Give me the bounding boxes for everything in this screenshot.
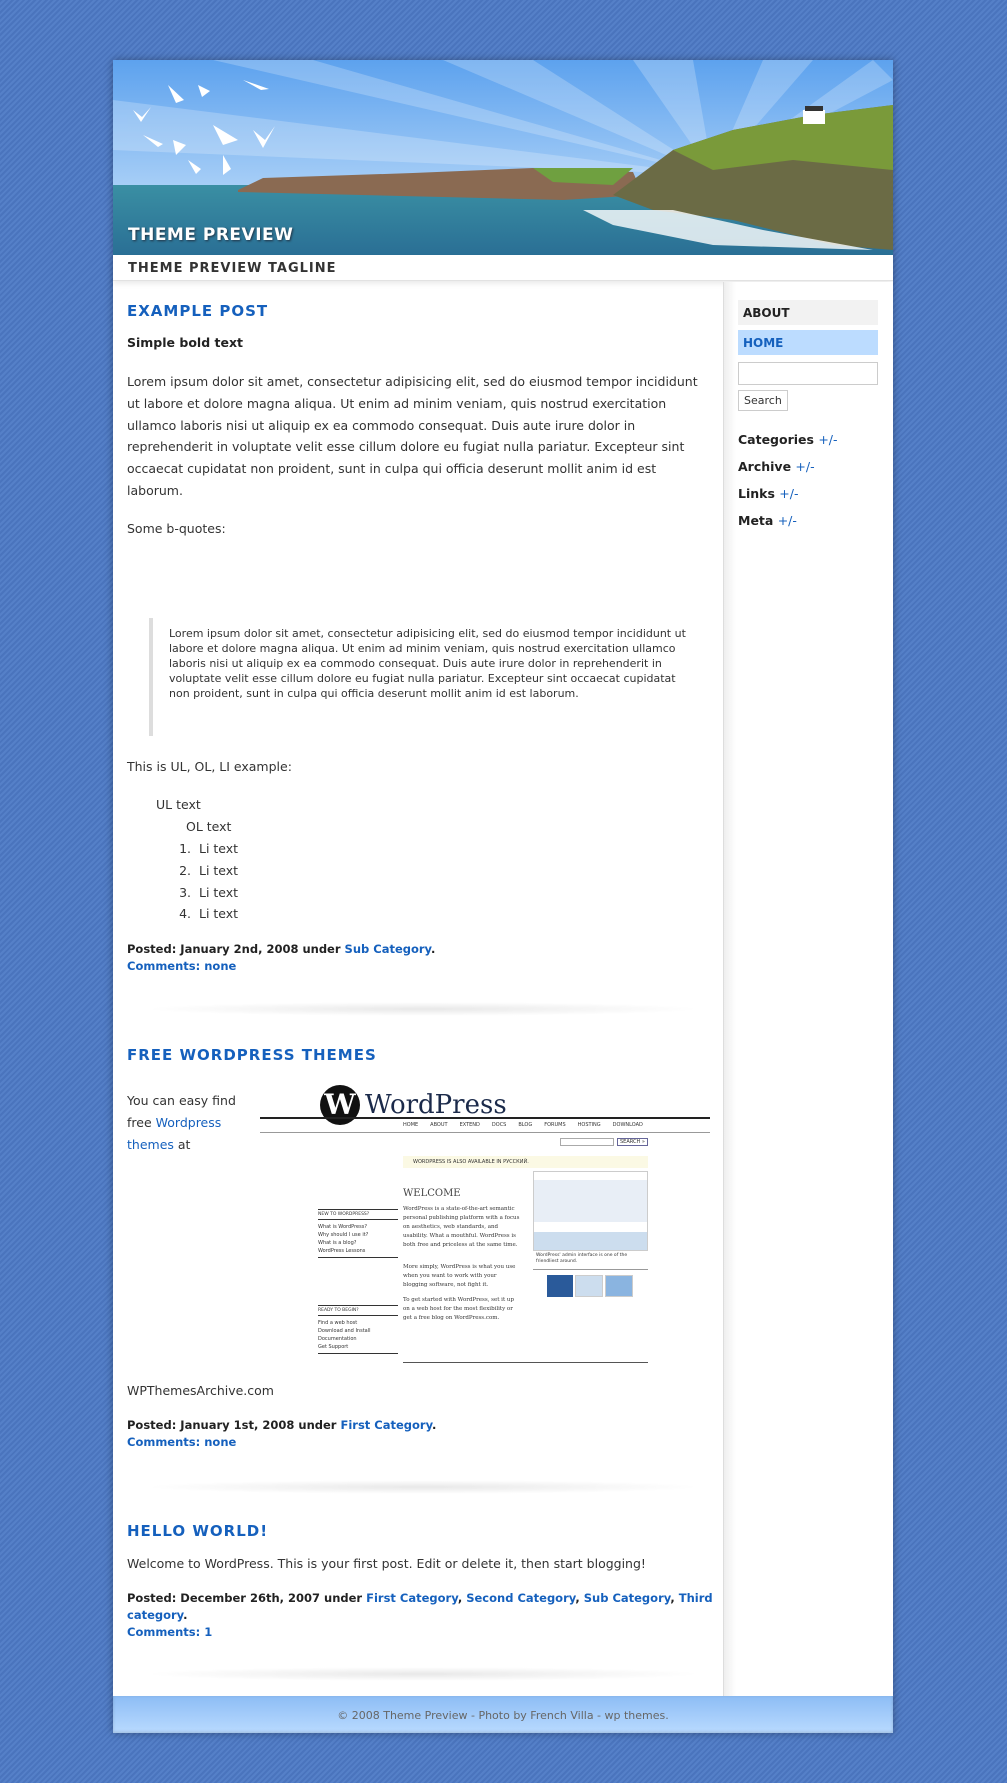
category-link[interactable]: Sub Category xyxy=(583,1591,671,1605)
post-separator xyxy=(143,1002,703,1016)
comments-link[interactable]: Comments: none xyxy=(127,959,237,973)
post-separator xyxy=(143,1667,703,1681)
post-separator xyxy=(143,1480,703,1494)
page-link-home[interactable]: HOME xyxy=(738,330,878,355)
post-meta: Posted: January 1st, 2008 under First Category. Comments: none xyxy=(127,1418,437,1449)
list-item: 2. Li text xyxy=(179,862,239,878)
ol-text: OL text xyxy=(186,819,232,834)
site-tagline: THEME PREVIEW TAGLINE xyxy=(128,261,337,276)
search-button[interactable]: Search xyxy=(738,390,788,411)
sidebar xyxy=(723,282,893,1696)
blockquote-text: Lorem ipsum dolor sit amet, consectetur adipisicing elit, sed do eiusmod tempor incididunt ut labore et dolore magna aliqua. Ut enim ad minim veniam, quis nostrud exercitation ullamco laboris nisi ut aliquip ex ea commodo consequat. Duis aute irure dolor in reprehenderit in voluptate velit esse cillum dolore eu fugiat nulla pariatur. Excepteur sint occaecat cupidatat non proident, sunt in culpa qui officia deserunt mollit anim id est laborum. xyxy=(169,627,686,700)
category-link[interactable]: Second Category xyxy=(466,1591,576,1605)
list-intro: This is UL, OL, LI example: xyxy=(127,759,292,774)
widget-categories: Categories +/- xyxy=(738,432,838,447)
search-input[interactable] xyxy=(738,362,878,385)
image-nav: HOME ABOUT EXTEND DOCS BLOG FORUMS HOSTING DOWNLOAD xyxy=(403,1122,643,1128)
post-paragraph: Lorem ipsum dolor sit amet, consectetur adipisicing elit, sed do eiusmod tempor incididunt ut labore et dolore magna aliqua. Ut enim ad minim veniam, quis nostrud exercitation ullamco laboris nisi ut aliquip ex ea commodo consequat. Duis aute irure dolor in reprehenderit in voluptate velit esse cillum dolore eu fugiat nulla pariatur. Excepteur sint occaecat cupidatat non proident, sunt in culpa qui officia deserunt mollit anim id est laborum. xyxy=(127,374,698,498)
category-link[interactable]: First Category xyxy=(340,1418,433,1432)
page-container xyxy=(113,60,893,1733)
bquote-intro: Some b-quotes: xyxy=(127,521,226,536)
list-item: 4. Li text xyxy=(179,906,239,922)
post-title[interactable]: FREE WORDPRESS THEMES xyxy=(127,1046,377,1064)
ul-text: UL text xyxy=(156,797,201,812)
post-paragraph: Welcome to WordPress. This is your first post. Edit or delete it, then start blogging! xyxy=(127,1556,646,1571)
comments-link[interactable]: Comments: 1 xyxy=(127,1625,213,1639)
image-logo-text: WordPress xyxy=(365,1090,507,1120)
ordered-list xyxy=(167,838,238,925)
post-title[interactable]: HELLO WORLD! xyxy=(127,1522,269,1540)
comments-link[interactable]: Comments: none xyxy=(127,1435,237,1449)
wordpress-logo-icon: W xyxy=(320,1085,360,1125)
blockquote xyxy=(149,618,689,736)
footer-text: © 2008 Theme Preview - Photo by French Villa - wp themes. xyxy=(337,1709,669,1722)
post-meta: Posted: December 26th, 2007 under First Category, Second Category, Sub Category, Third category. Comments: 1 xyxy=(127,1591,713,1639)
widget-list xyxy=(738,426,838,534)
widget-links: Links +/- xyxy=(738,486,799,501)
list-item: 3. Li text xyxy=(179,884,239,900)
toggle-categories[interactable]: +/- xyxy=(818,432,838,447)
category-link[interactable]: Third category xyxy=(127,1591,713,1622)
header-banner xyxy=(113,60,893,255)
wordpress-screenshot-image: W WordPress HOME ABOUT EXTEND DOCS BLOG FORUMS HOSTING DOWNLOAD SEARCH » WORDPRESS IS ALSO AVAILABLE IN РУССКИЙ. WELCOME WordPress is a state-of-the-art semantic personal publishing platform with a focus on aesthetics, web standards, and usability. What a mouthful. WordPress is both free and priceless at the same time. More simply, WordPress is what you use when you want to work with your blogging software, not fight it. To get started with WordPress, set it up on a web host for the most flexibility or get a free blog on WordPress.com. NEW TO WORDPRESS? What is WordPress? Why should I use it? What is a blog? WordPress Lessons READY TO BEGIN? Find a web host Download and Install Documentation Get Support WordPress' admin interface is one of the friendliest around. xyxy=(260,1082,710,1367)
toggle-links[interactable]: +/- xyxy=(779,486,799,501)
page-link-about[interactable]: ABOUT xyxy=(738,300,878,325)
footer xyxy=(113,1696,893,1733)
source-text: WPThemesArchive.com xyxy=(127,1383,274,1398)
toggle-meta[interactable]: +/- xyxy=(777,513,797,528)
site-title[interactable]: THEME PREVIEW xyxy=(128,225,294,245)
post-intro: You can easy find free Wordpress themes at xyxy=(127,1093,236,1152)
post-meta: Posted: January 2nd, 2008 under Sub Category. Comments: none xyxy=(127,942,436,973)
widget-archive: Archive +/- xyxy=(738,459,815,474)
widget-meta: Meta +/- xyxy=(738,513,797,528)
category-link[interactable]: First Category xyxy=(366,1591,458,1605)
category-link[interactable]: Sub Category xyxy=(344,942,431,956)
post-title[interactable]: EXAMPLE POST xyxy=(127,302,269,320)
bold-text: Simple bold text xyxy=(127,335,243,350)
tagline-bar xyxy=(113,255,893,281)
wordpress-themes-link[interactable]: Wordpress themes xyxy=(127,1114,222,1152)
list-item: 1. Li text xyxy=(179,841,239,856)
toggle-archive[interactable]: +/- xyxy=(795,459,815,474)
